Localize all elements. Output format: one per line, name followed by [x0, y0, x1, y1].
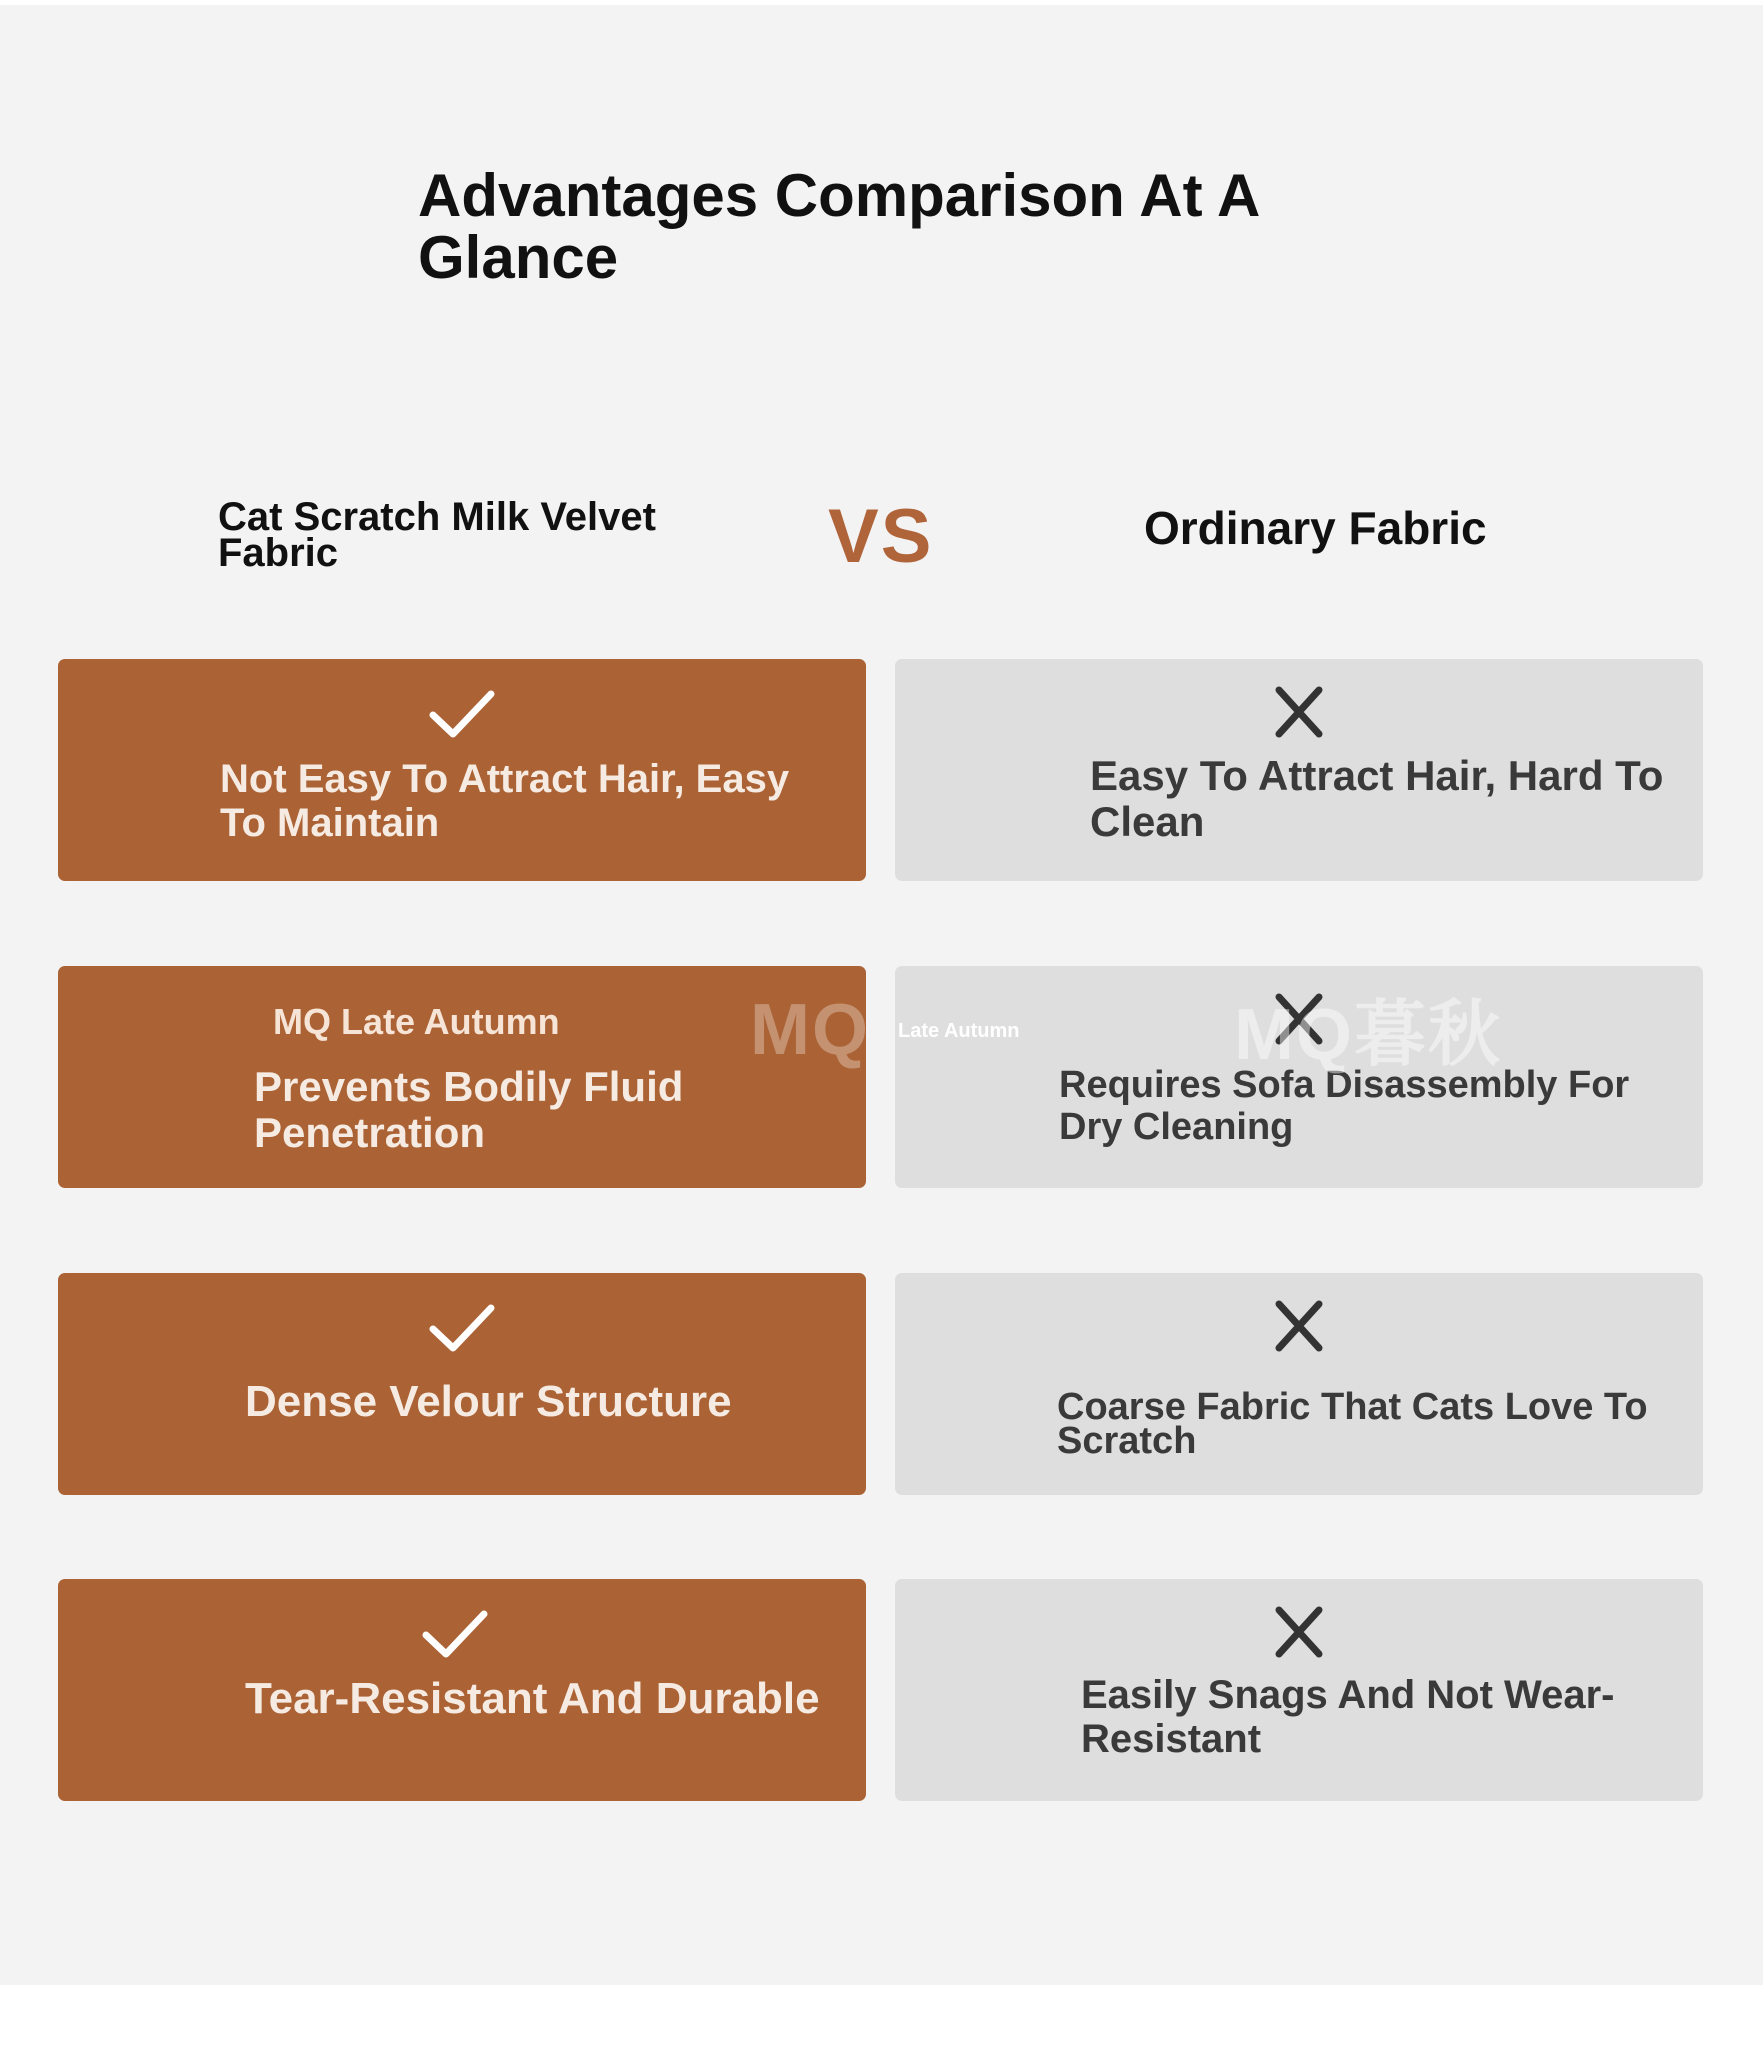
drawback-card — [895, 1579, 1703, 1801]
advantage-text: Dense Velour Structure — [245, 1377, 732, 1426]
vs-label: VS — [828, 494, 934, 579]
cross-icon — [1259, 1604, 1339, 1664]
cross-icon — [1259, 684, 1339, 744]
checkmark-icon — [416, 1604, 496, 1664]
checkmark-icon — [423, 1298, 503, 1358]
advantage-text: Prevents Bodily Fluid Penetration — [254, 1063, 684, 1156]
advantage-card — [58, 1273, 866, 1495]
advantage-card — [58, 1579, 866, 1801]
drawback-card — [895, 659, 1703, 881]
advantage-card — [58, 659, 866, 881]
right-column-heading: Ordinary Fabric — [1144, 502, 1487, 554]
advantage-text: Not Easy To Attract Hair, Easy To Maintain — [220, 757, 790, 845]
advantage-text: Tear-Resistant And Durable — [245, 1674, 820, 1723]
comparison-panel — [0, 5, 1763, 1985]
cross-icon — [1259, 1298, 1339, 1358]
drawback-text: Easy To Attract Hair, Hard To Clean — [1090, 752, 1664, 845]
brand-label: MQ Late Autumn — [273, 1001, 560, 1042]
drawback-text: Requires Sofa Disassembly For Dry Cleaning — [1059, 1064, 1630, 1148]
advantage-card — [58, 966, 866, 1188]
brand-watermark-subtitle: Late Autumn — [898, 1020, 1020, 1042]
brand-watermark-logo: MQ — [750, 990, 870, 1070]
left-column-heading: Cat Scratch Milk Velvet Fabric — [218, 495, 656, 575]
page-title: Advantages Comparison At A Glance — [418, 162, 1259, 291]
drawback-text: Coarse Fabric That Cats Love To Scratch — [1057, 1386, 1648, 1462]
brand-watermark-logo-cn: MQ暮秋 — [1234, 995, 1502, 1075]
drawback-card — [895, 1273, 1703, 1495]
drawback-text: Easily Snags And Not Wear-Resistant — [1081, 1673, 1615, 1761]
checkmark-icon — [423, 684, 503, 744]
